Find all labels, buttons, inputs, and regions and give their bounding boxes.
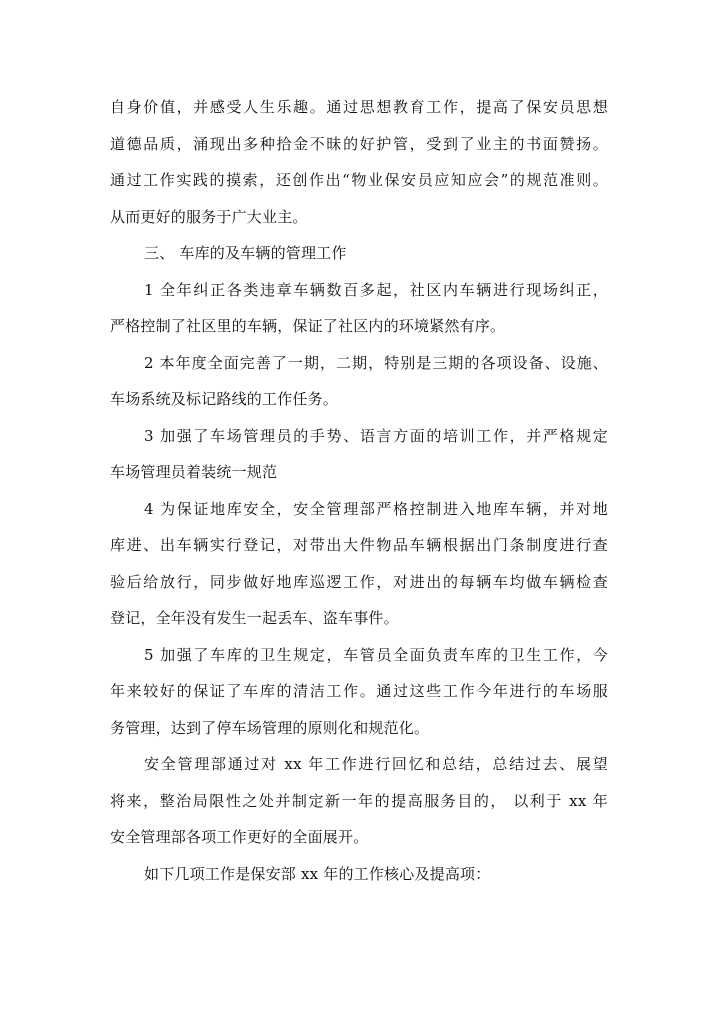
- paragraph-line: 严格控制了社区里的车辆，保证了社区内的环境紧然有序。: [110, 317, 506, 335]
- paragraph-line: 2 本年度全面完善了一期，二期，特别是三期的各项设备、设施、: [144, 353, 608, 372]
- paragraph-line: 安全管理部通过对 xx 年工作进行回忆和总结，总结过去、展望: [144, 755, 608, 773]
- paragraph-line: 年来较好的保证了车库的清洁工作。通过这些工作今年进行的车场服: [110, 682, 608, 700]
- paragraph-line: 4 为保证地库安全，安全管理部严格控制进入地库车辆，并对地: [144, 499, 608, 518]
- paragraph-line: 将来，整治局限性之处并制定新一年的提高服务目的， 以利于 xx 年: [110, 791, 608, 810]
- paragraph-line: 库进、出车辆实行登记，对带出大件物品车辆根据出门条制度进行查: [110, 536, 608, 554]
- paragraph-line: 车场管理员着装统一规范: [110, 463, 278, 481]
- paragraph-line: 3 加强了车场管理员的手势、语言方面的培训工作，并严格规定: [144, 426, 608, 445]
- paragraph-line: 5 加强了车库的卫生规定，车管员全面负责车库的卫生工作，今: [144, 645, 608, 664]
- paragraph-line: 从而更好的服务于广大业主。: [110, 207, 308, 226]
- paragraph-line: 1 全年纠正各类违章车辆数百多起，社区内车辆进行现场纠正，: [144, 280, 608, 299]
- paragraph-line: 通过工作实践的摸索，还创作出“物业保安员应知应会”的规范准则。: [110, 171, 608, 189]
- paragraph-line: 自身价值，并感受人生乐趣。通过思想教育工作，提高了保安员思想: [110, 98, 608, 116]
- document-body: [110, 89, 608, 892]
- section-heading: 三、 车库的及车辆的管理工作: [144, 244, 347, 262]
- paragraph-line: 车场系统及标记路线的工作任务。: [110, 390, 339, 408]
- paragraph-line: 安全管理部各项工作更好的全面展开。: [110, 828, 369, 846]
- paragraph-line: 登记，全年没有发生一起丢车、盗车事件。: [110, 609, 399, 627]
- paragraph-line: 如下几项工作是保安部 xx 年的工作核心及提高项：: [144, 864, 491, 883]
- paragraph-line: 务管理，达到了停车场管理的原则化和规范化。: [110, 718, 430, 737]
- paragraph-line: 道德品质，涌现出多种拾金不昧的好护管，受到了业主的书面赞扬。: [110, 134, 608, 153]
- paragraph-line: 验后给放行，同步做好地库巡逻工作，对进出的每辆车均做车辆检查: [110, 572, 608, 591]
